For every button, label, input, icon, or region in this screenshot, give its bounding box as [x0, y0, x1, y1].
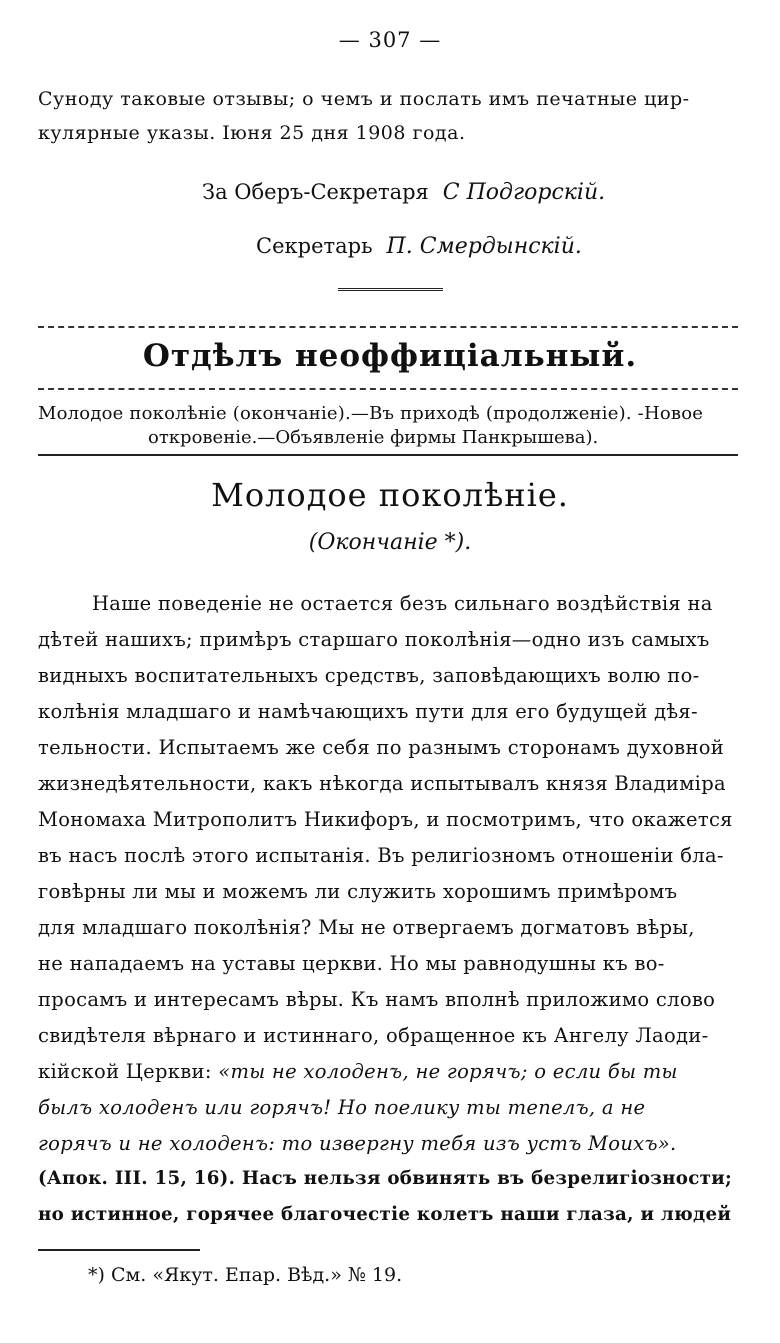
secretary-signature	[256, 234, 582, 259]
ober-secretary-label: За Оберъ-Секретаря	[202, 180, 429, 204]
body-line: просамъ и интересамъ вѣры. Къ намъ вполнѣ приложимо слово	[38, 988, 716, 1011]
footnote: *) См. «Якут. Епар. Вѣд.» № 19.	[88, 1264, 403, 1286]
body-line: говѣрны ли мы и можемъ ли служить хорошимъ примѣромъ	[38, 880, 678, 903]
body-line: не нападаемъ на уставы церкви. Но мы равнодушны къ во-	[38, 952, 665, 975]
body-line: но истинное, горячее благочестіе колетъ наши глаза, и людей	[38, 1204, 732, 1225]
article-title: Молодое поколѣніе.	[211, 476, 569, 514]
ober-secretary-name: С Подгорскій.	[442, 180, 606, 205]
footnote-rule	[38, 1249, 200, 1251]
body-line: Мономаха Митрополитъ Никифоръ, и посмотримъ, что окажется	[38, 808, 733, 831]
body-line: для младшаго поколѣнія? Мы не отвергаемъ догматовъ вѣры,	[38, 916, 695, 939]
body-line: въ насъ послѣ этого испытанія. Въ религіозномъ отношеніи бла-	[38, 844, 724, 867]
scripture-quote: горячъ и не холоденъ: то извергну тебя изъ устъ Моихъ».	[38, 1132, 677, 1155]
scripture-quote: былъ холоденъ или горячъ! Но поелику ты тепелъ, а не	[38, 1096, 646, 1119]
decorative-divider	[338, 288, 443, 291]
body-line	[38, 1168, 738, 1189]
body-line: видныхъ воспитательныхъ средствъ, заповѣдающихъ волю по-	[38, 664, 700, 687]
contents-line-2: откровеніе.—Объявленіе фирмы Панкрышева).	[148, 427, 599, 448]
secretary-name: П. Смердынскій.	[386, 234, 582, 259]
scripture-quote: «ты не холоденъ, не горячъ; о если бы ты	[218, 1060, 678, 1083]
section-bottom-rule	[38, 454, 738, 456]
body-line: жизнедѣятельности, какъ нѣкогда испытывалъ князя Владиміра	[38, 772, 726, 795]
body-line	[38, 1096, 738, 1119]
intro-line-1: Суноду таковые отзывы; о чемъ и послать имъ печатные цир-	[38, 88, 690, 110]
body-text: Насъ нельзя обвинять въ безрелигіозности;	[235, 1168, 733, 1189]
body-line	[38, 1060, 738, 1083]
body-line: свидѣтеля вѣрнаго и истиннаго, обращенное къ Ангелу Лаоди-	[38, 1024, 709, 1047]
body-line: Наше поведеніе не остается безъ сильнаго воздѣйствія на	[92, 592, 713, 615]
body-line: колѣнія младшаго и намѣчающихъ пути для его будущей дѣя-	[38, 700, 698, 723]
section-mid-rule	[38, 388, 738, 390]
contents-line-1: Молодое поколѣніе (окончаніе).—Въ приходѣ (продолженіе). -Новое	[38, 403, 704, 424]
body-line: дѣтей нашихъ; примѣръ старшаго поколѣнія—одно изъ самыхъ	[38, 628, 710, 651]
body-line: тельности. Испытаемъ же себя по разнымъ сторонамъ духовной	[38, 736, 725, 759]
page-number: — 307 —	[338, 28, 442, 52]
scripture-reference: (Апок. III. 15, 16).	[38, 1168, 236, 1189]
intro-line-2: кулярные указы. Іюня 25 дня 1908 года.	[38, 122, 466, 144]
body-text: кійской Церкви:	[38, 1060, 219, 1083]
section-top-rule	[38, 326, 738, 328]
secretary-label: Секретарь	[256, 234, 373, 258]
article-subtitle: (Окончаніе *).	[308, 530, 472, 555]
ober-secretary-signature	[202, 180, 605, 205]
body-line	[38, 1132, 738, 1155]
section-heading: Отдѣлъ неоффиціальный.	[142, 338, 638, 374]
